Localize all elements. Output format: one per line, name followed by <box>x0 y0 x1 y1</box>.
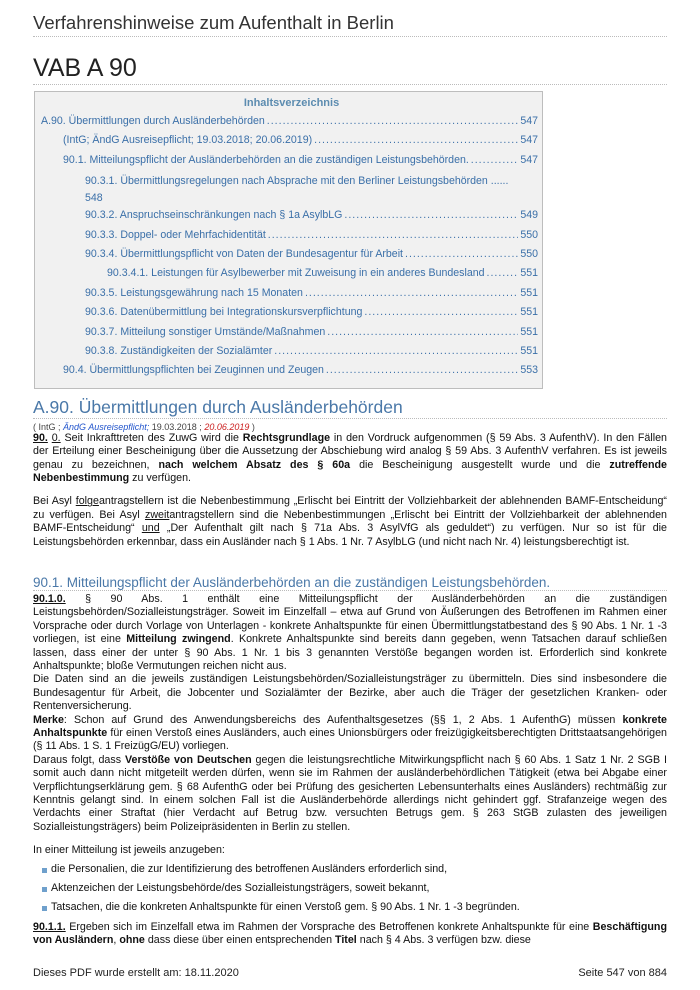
bold-text: Beschäftigung von Ausländern <box>33 920 667 947</box>
section-body <box>33 432 667 549</box>
text: antragstellern ist die Nebenbestimmung „Erlischt bei Eintritt der Vollziehbarkeit der ablehnenden BAMF-Entscheidung“ zu verfügen. Bei Asyl <box>33 495 667 521</box>
bold-text: nach welchem Absatz des § 60a <box>158 458 351 471</box>
toc-entry-label: A.90. Übermittlungen durch Ausländerbehörden <box>41 115 265 127</box>
text: , <box>113 934 120 947</box>
text: nach § 4 Abs. 3 verfügen bzw. diese <box>356 934 531 947</box>
subsection-heading: 90.1. Mitteilungspflicht der Ausländerbehörden an die zuständigen Leistungsbehörden. <box>33 575 667 591</box>
bold-text: Mitteilung zwingend <box>126 633 231 646</box>
toc-entry-page: 550 <box>520 247 538 260</box>
toc-entry-label: 90.3.3. Doppel- oder Mehrfachidentität <box>85 228 266 241</box>
paragraph <box>33 714 667 754</box>
underlined-text: zweit <box>144 508 170 521</box>
text: : Schon auf Grund des Anwendungsbereichs des Aufenthaltsgesetzes (§§ 1, 2 Abs. 1 AufenthG) müssen <box>63 713 623 726</box>
text: gegen die leistungsrechtliche Mitwirkungspflicht nach § 60 Abs. 1 Satz 1 Nr. 2 SGB I somit auch dann nicht mitgeteilt werden dürfen, wenn sie im Rahmen der ausländerbehördlichen Tätigkeit (etwa bei Abgabe einer Verpflichtungserklärung gem. § 68 AufenthG oder bei Prüfung des gesicherten Lebensunterhalts eines Ausländers) rechtmäßig zur Kenntnis gelangt sind. In einem solchen Fall ist die Ausländerbehörde allerdings nicht gehindert ggf. Strafanzeige wegen des Verdachts einer Straftat (hier Verdacht auf Betrug bzw. versuchten Betrugs gem. § 263 StGB zulasten des jeweiligen Sozialleistungsträgers) beim Polizeipräsidenten in Berlin zu stellen. <box>33 753 667 833</box>
text: die Bescheinigung ausgestellt wurde und die <box>350 458 610 471</box>
bold-text: Merke <box>33 713 64 726</box>
meta-close: ) <box>251 421 255 432</box>
toc-entry-label: 90.3.4.1. Leistungen für Asylbewerber mit Zuweisung in ein anderes Bundesland <box>107 267 485 280</box>
bold-text: zutreffende Nebenbestimmung <box>33 458 667 484</box>
list-item: Aktenzeichen der Leistungsbehörde/des Sozialleistungsträgers, soweit bekannt, <box>45 882 667 895</box>
text: zu verfügen. <box>129 471 191 484</box>
page-footer <box>33 967 667 979</box>
footer-created: Dieses PDF wurde erstellt am: 18.11.2020 <box>33 967 239 979</box>
toc-entry-page: 548 <box>85 192 103 205</box>
toc-entry[interactable] <box>41 364 542 383</box>
toc-leader-dots <box>344 209 518 221</box>
toc-entry-label: 90.4. Übermittlungspflichten bei Zeuginnen und Zeugen <box>63 364 324 377</box>
toc-entry-page: 551 <box>520 325 538 338</box>
text: in den Vordruck aufgenommen (§ 59 Abs. 3 AufenthV). In den Fällen der Erteilung einer Bescheinigung über die Aussetzung der Abschiebung wird analog § 59 Abs. 3 AufenthV verfahren. Es ist jeweils genau zu bezeichnen, <box>33 431 667 471</box>
toc-entry-label: 90.3.7. Mitteilung sonstiger Umstände/Maßnahmen <box>85 325 326 338</box>
toc-entry-page: 553 <box>520 364 538 377</box>
para-number: 90.1.1. <box>33 920 66 933</box>
toc-entry[interactable] <box>41 115 542 134</box>
table-of-contents <box>34 91 543 389</box>
toc-entry-page: 547 <box>520 153 538 166</box>
toc-entry-label: 90.3.5. Leistungsgewährung nach 15 Monaten <box>85 286 303 299</box>
paragraph <box>33 432 667 486</box>
toc-entry-page: 549 <box>520 209 538 222</box>
bold-text: ohne <box>119 934 145 947</box>
toc-entry-label: 90.3.8. Zuständigkeiten der Sozialämter <box>85 344 273 357</box>
toc-leader-dots <box>274 345 518 357</box>
toc-entry-label: 90.3.1. Übermittlungsregelungen nach Absprache mit den Berliner Leistungsbehörden <box>85 175 488 188</box>
toc-entry[interactable] <box>41 287 542 306</box>
toc-entry-page: 550 <box>520 228 538 241</box>
paragraph <box>33 495 667 549</box>
toc-entry-page: 547 <box>520 115 538 127</box>
toc-leader-dots <box>326 364 518 376</box>
text: Bei Asyl <box>33 495 76 508</box>
text: Seit Inkrafttreten des ZuwG wird die <box>60 431 243 444</box>
toc-leader-dots <box>268 229 519 241</box>
doc-title: VAB A 90 <box>33 54 667 85</box>
subsection-body <box>33 593 667 948</box>
paragraph: In einer Mitteilung ist jeweils anzugeben: <box>33 844 225 857</box>
section-heading: A.90. Übermittlungen durch Ausländerbehörden <box>33 397 667 419</box>
meta-open: ( IntG ; <box>33 421 61 432</box>
bold-text: Titel <box>335 934 357 947</box>
toc-leader-dots <box>327 326 518 338</box>
toc-entry[interactable] <box>41 154 542 173</box>
toc-leader-dots <box>364 306 518 318</box>
text: dass diese über einen entsprechenden <box>144 934 335 947</box>
bold-text: Verstöße von Deutschen <box>124 753 252 766</box>
para-number: 90.1.0. <box>33 592 66 605</box>
paragraph <box>33 754 667 834</box>
toc-entry-page: 551 <box>520 344 538 357</box>
toc-heading: Inhaltsverzeichnis <box>243 97 340 109</box>
paragraph: Die Daten sind an die jeweils zuständigen Leistungsbehörden/Sozialleistungsträger zu übermitteln. Dies sind insbesondere die Bundesagentur für Arbeit, die Jobcenter und Sozialämter der Bezirke, aber auch die Träger der gesetzlichen Kranken- oder Rentenversicherung. <box>33 673 667 713</box>
meta-date-1: 19.03.2018 ; <box>151 421 202 432</box>
toc-entry-label: (IntG; ÄndG Ausreisepflicht; 19.03.2018; 20.06.2019) <box>63 134 313 147</box>
toc-leader-dots <box>487 267 519 279</box>
toc-entry-page: 551 <box>520 267 538 280</box>
bullet-list <box>33 863 667 915</box>
text: „Der Aufenthalt gilt nach § 71a Abs. 3 AsylVfG als geduldet“) zu verfügen. Nur so ist für die Leistungsbehörden erkennbar, dass ein Ausländer nach § 1 Abs. 1 Nr. 7 AsylbLG (und nicht nach Nr. 4) leistungsberechtigt ist. <box>33 522 668 548</box>
toc-entry[interactable] <box>41 173 542 207</box>
toc-entry[interactable] <box>41 326 542 345</box>
list-item: die Personalien, die zur Identifizierung des betroffenen Ausländers erforderlich sind, <box>45 863 667 876</box>
text: antragstellern sind die Nebenbestimmungen „Erlischt bei Eintritt der Vollziehbarkeit der ablehnenden BAMF-Entscheidung“ <box>33 508 667 535</box>
toc-entry-label: 90.3.2. Anspruchseinschränkungen nach § 1a AsylbLG <box>85 209 343 222</box>
toc-entry-label: 90.1. Mitteilungspflicht der Ausländerbehörden an die zuständigen Leistungsbehörden. <box>63 153 469 166</box>
site-title: Verfahrenshinweise zum Aufenthalt in Berlin <box>33 12 667 37</box>
toc-leader-dots <box>267 115 519 127</box>
text: . Konkrete Anhaltspunkte sind bereits dann gegeben, wenn Tatsachen darauf schließen lassen, dass einer der unter § 90 Abs. 1 Nr. 1 bis 3 genannten Verstöße begangen worden ist. Erforderlich sind konkrete Anhaltspunkte; bloße Vermutungen reichen nicht aus. <box>33 633 667 672</box>
bold-text: Rechtsgrundlage <box>242 431 331 444</box>
bold-text: konkrete Anhaltspunkte <box>33 713 667 739</box>
meta-date-2: 20.06.2019 <box>204 421 250 432</box>
paragraph <box>33 593 667 673</box>
toc-list <box>41 115 542 384</box>
toc-leader-dots <box>471 154 519 166</box>
text: Daraus folgt, dass <box>33 753 125 766</box>
toc-entry[interactable] <box>41 229 542 248</box>
list-item: Tatsachen, die die konkreten Anhaltspunkte für einen Verstoß gem. § 90 Abs. 1 Nr. 1 -3 begründen. <box>45 901 667 914</box>
toc-leader-dots <box>305 287 518 299</box>
para-number: 90. <box>33 431 48 444</box>
toc-entry[interactable] <box>41 248 542 267</box>
text: für einen Verstoß eines Ausländers, auch eines Unionsbürgers oder freizügigkeitsberechtigten Drittstaatsangehörigen (§ 11 Abs. 1 S. 1 FreizügG/EU) vorliegen. <box>33 727 667 753</box>
paragraph <box>33 921 667 948</box>
meta-link-aendg[interactable]: ÄndG Ausreisepflicht; <box>63 421 150 432</box>
toc-entry[interactable] <box>41 306 542 325</box>
para-subnumber: 0. <box>51 431 61 444</box>
toc-entry-label: 90.3.6. Datenübermittlung bei Integrationskursverpflichtung <box>85 306 363 319</box>
underlined-text: und <box>141 522 160 535</box>
toc-entry-label: 90.3.4. Übermittlungspflicht von Daten der Bundesagentur für Arbeit <box>85 247 403 260</box>
section-meta <box>33 422 667 432</box>
toc-entry-page: 551 <box>520 306 538 319</box>
toc-entry[interactable] <box>41 267 542 286</box>
footer-page-number: Seite 547 von 884 <box>578 967 667 979</box>
toc-entry[interactable] <box>41 134 542 153</box>
text: Ergeben sich im Einzelfall etwa im Rahmen der Vorsprache des Betroffenen konkrete Anhaltspunkte für eine <box>65 920 593 933</box>
toc-entry[interactable] <box>41 345 542 364</box>
toc-leader-dots <box>314 134 518 146</box>
toc-leader-dots: ...... <box>487 175 509 188</box>
toc-entry[interactable] <box>41 209 542 228</box>
toc-leader-dots <box>405 248 518 260</box>
toc-entry-page: 551 <box>520 286 538 299</box>
toc-entry-page: 547 <box>520 134 538 147</box>
text: § 90 Abs. 1 enthält eine Mitteilungspflicht der Ausländerbehörden an die zuständigen Leistungsbehörden/Sozialleistungsträger. Soweit im Einzelfall – etwa auf Grund von Äußerungen des Betroffenen im Rahmen einer Vorsprache oder durch Vorlage von Unterlagen - konkrete Anhaltspunkte für einen Übermittlungstatbestand des § 90 Abs. 1 Nr. 1 -3 vorliegen, ist eine <box>33 592 667 646</box>
document-page <box>33 0 667 948</box>
underlined-text: folge <box>75 495 99 508</box>
